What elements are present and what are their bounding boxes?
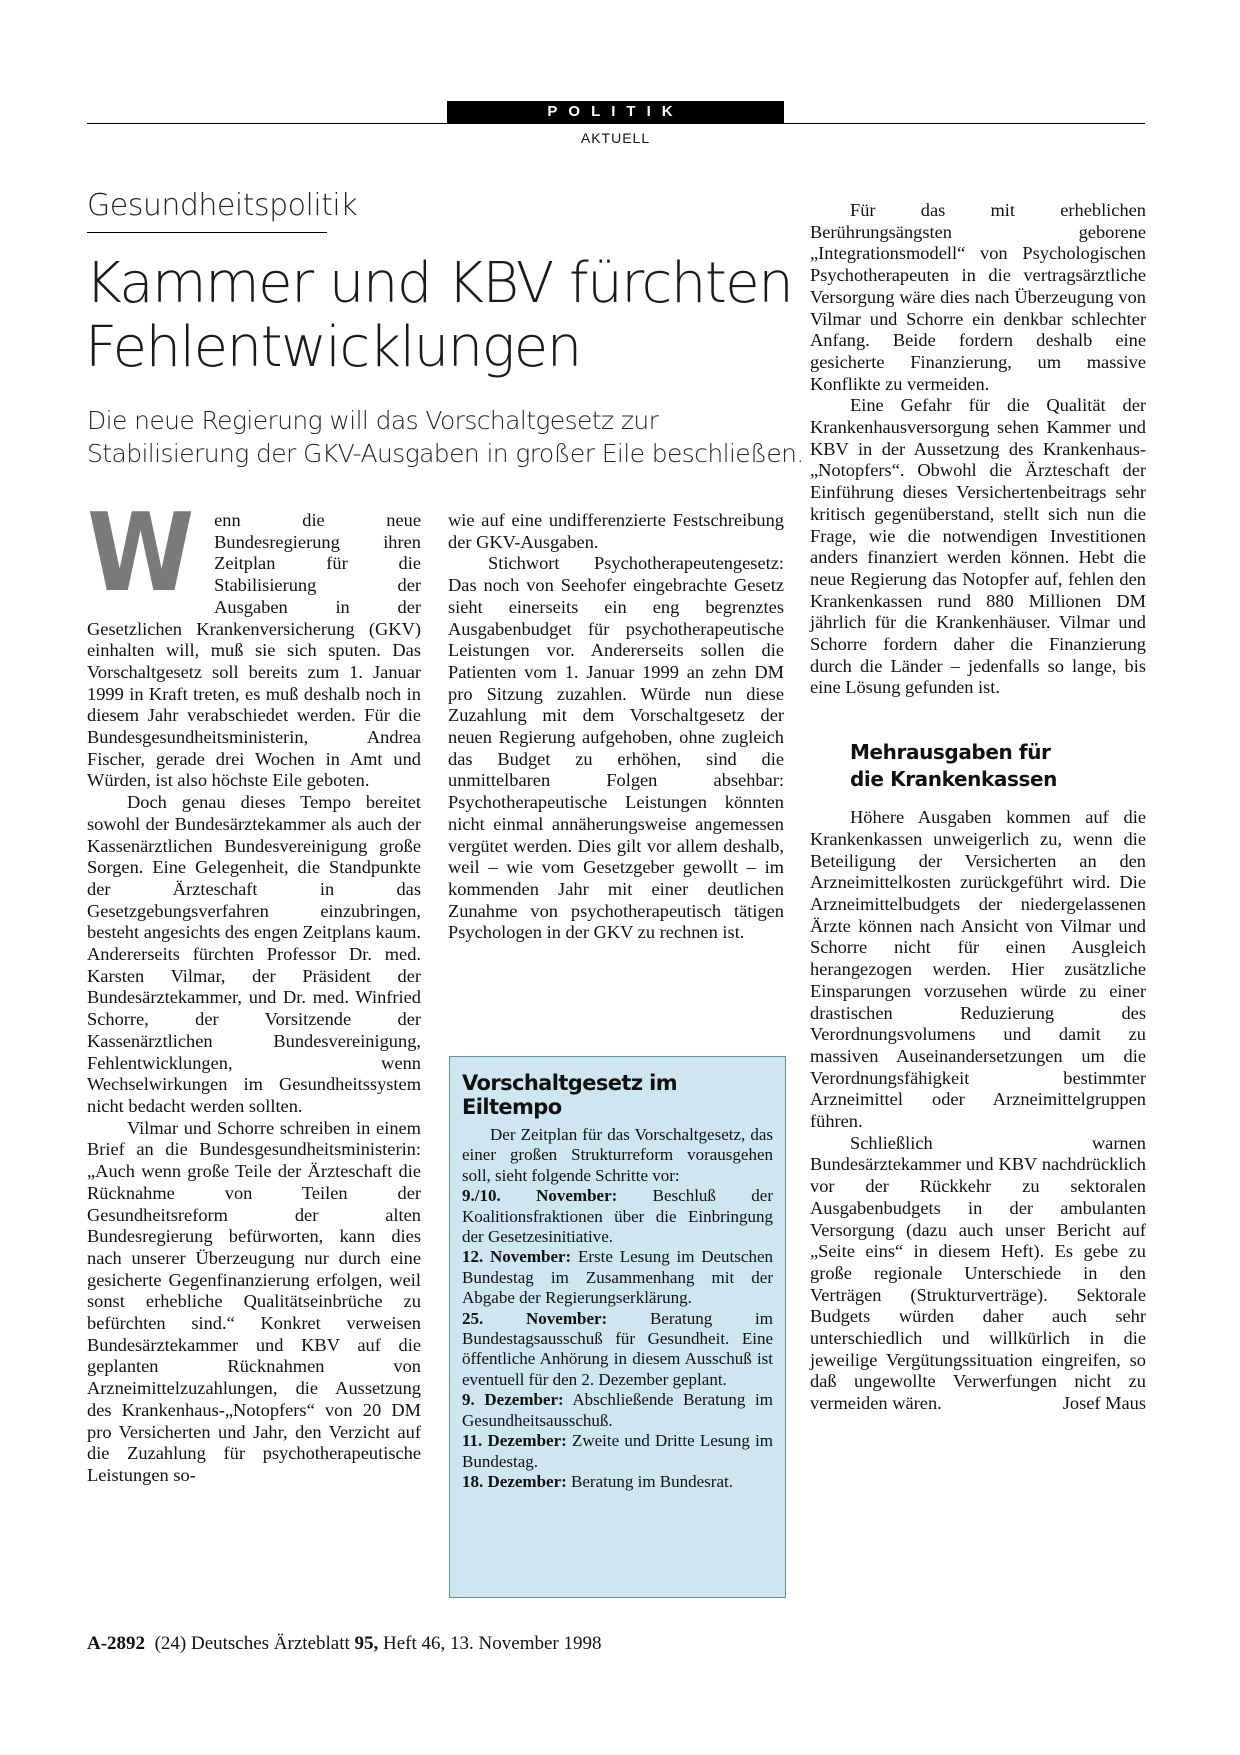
schedule-date: 9. Dezember: <box>462 1390 564 1410</box>
citation-prefix: (24) Deutsches Ärzteblatt <box>154 1633 350 1654</box>
paragraph <box>810 1133 1146 1415</box>
section-heading-line-1: Mehrausgaben für <box>850 740 1051 765</box>
header-rule <box>87 123 1145 124</box>
paragraph: Eine Gefahr für die Qualität der Krankenhausversorgung sehen Kammer und KBV in der Aussetzung des Krankenhaus-„Notopfers“. Obwohl die Ärzteschaft der Einführung dieses Versichertenbeitrags sehr kritisch gegenüberstand, stellt sich nun die Frage, wie die notwendigen Investitionen anders finanziert werden können. Hebt die neue Regierung das Notopfer auf, fehlen den Krankenkassen rund 880 Millionen DM jährlich für die Krankenhäuser. Vilmar und Schorre fordern daher die Finanzierung durch die Länder – jedenfalls so lange, bis eine Lösung gefunden ist. <box>810 395 1146 698</box>
schedule-item <box>462 1247 773 1308</box>
article-column-2 <box>448 510 784 944</box>
paragraph <box>87 491 421 792</box>
kicker-underline <box>87 232 327 233</box>
article-column-3 <box>810 200 1146 1415</box>
info-box-intro: Der Zeitplan für das Vorschaltgesetz, das einer großen Strukturreform vorausgehen soll, sieht folgende Schritte vor: <box>462 1125 773 1185</box>
schedule-text: Zweite und Dritte Lesung im Bundestag. <box>462 1431 774 1471</box>
info-box-body <box>462 1125 773 1492</box>
schedule-date: 9./10. November: <box>462 1186 618 1206</box>
article-kicker: Gesundheitspolitik <box>87 188 358 223</box>
schedule-item <box>462 1309 773 1391</box>
schedule-text: Erste Lesung im Deutschen Bundestag im Zusammenhang mit der Abgabe der Regierungserklärung. <box>462 1247 773 1308</box>
volume-number: 95, <box>354 1633 379 1654</box>
subheadline-line-1: Die neue Regierung will das Vorschaltgesetz zur <box>87 406 659 435</box>
page-footer <box>87 1633 602 1655</box>
schedule-item <box>462 1472 773 1492</box>
paragraph: Höhere Ausgaben kommen auf die Krankenkassen unweigerlich zu, wenn die Beteiligung der Versicherten an den Arzneimittelkosten zurückgeführt wird. Die Arzneimittelbudgets der niedergelassenen Ärzte können nach Ansicht von Vilmar und Schorre nicht für einen Ausgleich herangezogen werden. Hier zusätzliche Einsparungen vorzusehen würde zu einer drastischen Reduzierung des Verordnungsvolumens und damit zu massiven Auseinandersetzungen um die Verordnungsfähigkeit bestimmter Arzneimittel oder Arzneimittelgruppen führen. <box>810 807 1146 1132</box>
article-subheadline <box>87 404 807 470</box>
schedule-item <box>462 1390 773 1431</box>
article-headline <box>85 252 805 380</box>
info-box-title: Vorschaltgesetz im Eiltempo <box>462 1071 678 1119</box>
schedule-item <box>462 1431 773 1472</box>
section-heading <box>850 739 1146 793</box>
schedule-text: Beratung im Bundesrat. <box>571 1471 733 1491</box>
schedule-text: Beschluß der Koalitionsfraktionen über die Einbringung der Gesetzesinitiative. <box>462 1186 773 1247</box>
paragraph: Für das mit erheblichen Berührungsängsten geborene „Integrationsmodell“ von Psychologischen Psychotherapeuten in die vertragsärztliche Versorgung wäre dies nach Überzeugung von Vilmar und Schorre ein denkbar schlechter Anfang. Beide fordern deshalb eine gesicherte Finanzierung, um massive Konflikte zu vermeiden. <box>810 200 1146 394</box>
paragraph: Stichwort Psychotherapeutengesetz: Das noch von Seehofer eingebrachte Gesetz sieht einerseits ein eng begrenztes Ausgabenbudget für psychotherapeutische Leistungen vor. Andererseits sollen die Patienten vom 1. Januar 1999 an zehn DM pro Sitzung zuzahlen. Würde nun diese Zuzahlung mit dem Vorschaltgesetz der neuen Regierung aufgehoben, ohne zugleich das Budget zu erhöhen, sind die unmittelbaren Folgen absehbar: Psychotherapeutische Leistungen könnten nicht einmal annäherungsweise angemessen vergütet werden. Dies gilt vor allem deshalb, weil – wie vom Gesetzgeber gewollt – im kommenden Jahr mit einer deutlichen Zunahme von psychotherapeutisch tätigen Psychologen in der GKV zu rechnen ist. <box>448 553 784 943</box>
drop-cap: W <box>87 491 195 616</box>
section-heading-line-2: die Krankenkassen <box>850 767 1057 792</box>
page-code: A-2892 <box>87 1633 146 1654</box>
paragraph: Doch genau dieses Tempo bereitet sowohl der Bundesärztekammer als auch der Kassenärztlichen Bundesvereinigung große Sorgen. Eine Gelegenheit, die Standpunkte der Ärzteschaft in das Gesetzgebungsverfahren einzubringen, besteht angesichts des engen Zeitplans kaum. Andererseits fürchten Professor Dr. med. Karsten Vilmar, der Präsident der Bundesärztekammer, und Dr. med. Winfried Schorre, der Vorsitzende der Kassenärztlichen Bundesvereinigung, Fehlentwicklungen, wenn Wechselwirkungen im Gesundheitssystem nicht bedacht werden sollten. <box>87 792 422 1116</box>
paragraph: Vilmar und Schorre schreiben in einem Brief an die Bundesgesundheitsministerin: „Auch wenn große Teile der Ärzteschaft die Rücknahme von Teilen der Gesundheitsreform der alten Bundesregierung befürworten, kann dies nach unserer Überzeugung nur durch eine gesicherte Gegenfinanzierung erfolgen, weil sonst erhebliche Qualitätseinbrüche zu befürchten sind.“ Konkret verweisen Bundesärztekammer und KBV auf die geplanten Rücknahmen von Arzneimittelzuzahlungen, die Aussetzung des Krankenhaus-„Notopfers“ von 20 DM pro Versicherten und Jahr, den Verzicht auf die Zuzahlung für psychotherapeutische Leistungen so- <box>87 1117 421 1485</box>
schedule-date: 11. Dezember: <box>462 1431 567 1451</box>
section-label: POLITIK <box>447 101 784 123</box>
schedule-text: Abschließende Beratung im Gesundheitsausschuß. <box>462 1390 773 1430</box>
schedule-date: 12. November: <box>462 1247 572 1267</box>
schedule-date: 25. November: <box>462 1308 608 1328</box>
author-byline: Josef Maus <box>1062 1393 1146 1414</box>
schedule-item <box>462 1186 773 1247</box>
schedule-text: Beratung im Bundestagsausschuß für Gesundheit. Eine öffentliche Anhörung in diesem Ausschuß ist eventuell für den 2. Dezember geplant. <box>462 1308 773 1389</box>
headline-line-2: Fehlentwicklungen <box>85 315 581 380</box>
subheadline-line-2: Stabilisierung der GKV-Ausgaben in großer Eile beschließen. <box>87 439 804 468</box>
paragraph-text: enn die neue Bundesregierung ihren Zeitplan für die Stabilisierung der Ausgaben in der Gesetzlichen Krankenversicherung (GKV) einhalten will, muß sie sich sputen. Das Vorschaltgesetz soll bereits zum 1. Januar 1999 in Kraft treten, es muß deshalb noch in diesem Jahr verabschiedet werden. Für die Bundesgesundheitsministerin, Andrea Fischer, gerade drei Wochen in Amt und Würden, ist also höchste Eile geboten. <box>87 510 421 791</box>
subsection-label: AKTUELL <box>580 130 651 146</box>
paragraph: wie auf eine undifferenzierte Festschreibung der GKV-Ausgaben. <box>448 510 784 552</box>
schedule-date: 18. Dezember: <box>462 1471 567 1491</box>
article-column-1 <box>87 491 422 1487</box>
info-box <box>449 1056 786 1598</box>
paragraph-text: Schließlich warnen Bundesärztekammer und KBV nachdrücklich vor der Rückkehr zu sektoralen Ausgabenbudgets in der ambulanten Versorgung (dazu auch unser Bericht auf „Seite eins“ in diesem Heft). Es gebe zu große regionale Unterschiede in den Verträgen (Strukturverträge). Sektorale Budgets würden daher auch sehr unterschiedlich und willkürlich in die jeweilige Vergütungssituation eingreifen, so daß ungewollte Verwerfungen nicht zu vermeiden wären. <box>810 1132 1146 1414</box>
citation-suffix: Heft 46, 13. November 1998 <box>383 1633 602 1654</box>
headline-line-1: Kammer und KBV fürchten <box>85 251 793 316</box>
